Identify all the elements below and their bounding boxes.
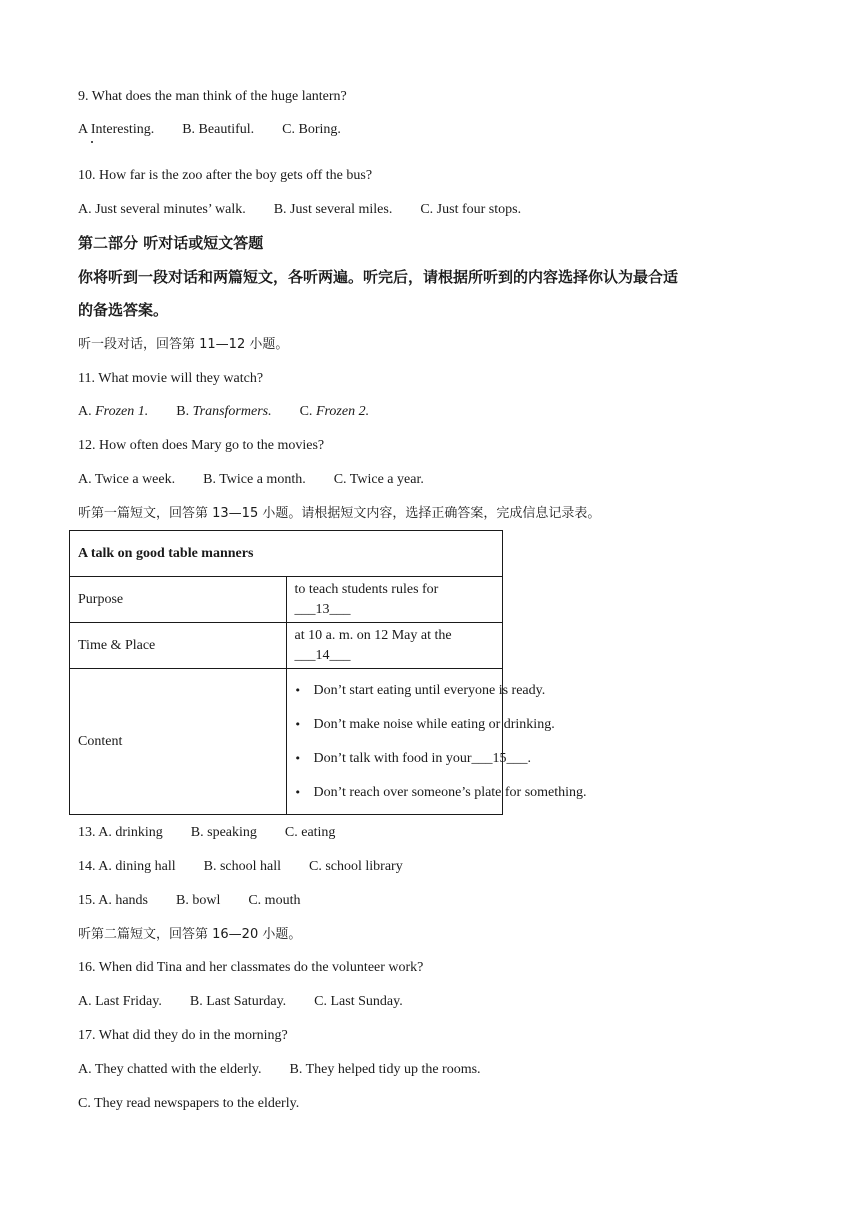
q10-option-c: C. Just four stops.	[420, 202, 522, 217]
question-11-options	[78, 402, 369, 422]
part2-instruction-line2: 的备选答案。	[78, 301, 169, 319]
question-12: 12. How often does Mary go to the movies?	[78, 438, 325, 453]
content-item-text: Don’t talk with food in your___15___.	[313, 750, 532, 766]
q13-option-a: 13. A. drinking	[78, 825, 163, 840]
q11-option-c	[300, 402, 370, 422]
q11-option-b	[176, 402, 271, 422]
content-item-text: Don’t start eating until everyone is ready.	[313, 682, 546, 698]
question-9-options	[78, 120, 341, 140]
q11-option-b-text: Transformers.	[192, 404, 272, 419]
q15-option-a: 15. A. hands	[78, 893, 148, 908]
table-content-list	[286, 669, 587, 815]
question-10-options	[78, 200, 521, 220]
bullet-icon: •	[294, 683, 301, 697]
part2-instruction-line1: 你将听到一段对话和两篇短文，各听两遍。听完后，请根据所听到的内容选择你认为最合适	[78, 268, 679, 286]
stray-dot-mark	[91, 141, 93, 143]
q14-option-a: 14. A. dining hall	[78, 859, 176, 874]
q12-option-a: A. Twice a week.	[78, 472, 176, 487]
q14-option-c: C. school library	[309, 859, 403, 874]
bullet-icon: •	[294, 717, 301, 731]
question-16-options	[78, 992, 403, 1012]
table-purpose-value: to teach students rules for ___13___	[286, 577, 503, 623]
question-11: 11. What movie will they watch?	[78, 371, 264, 386]
question-13-options	[78, 823, 335, 843]
part2-title: 第二部分 听对话或短文答题	[78, 234, 264, 252]
content-item	[294, 742, 532, 776]
bullet-icon: •	[294, 785, 301, 799]
q11-option-a	[78, 402, 148, 422]
question-9: 9. What does the man think of the huge lantern?	[78, 89, 347, 104]
info-record-table	[69, 530, 587, 815]
q12-option-c: C. Twice a year.	[333, 472, 424, 487]
q10-option-b: B. Just several miles.	[273, 202, 393, 217]
table-purpose-label: Purpose	[70, 577, 287, 623]
bullet-icon: •	[294, 751, 301, 765]
q16-option-c: C. Last Sunday.	[314, 994, 403, 1009]
question-17: 17. What did they do in the morning?	[78, 1028, 288, 1043]
q11-option-a-letter: A.	[78, 404, 96, 419]
q14-option-b: B. school hall	[203, 859, 282, 874]
q15-option-c: C. mouth	[248, 893, 301, 908]
passage2-intro: 听第二篇短文，回答第 16—20 小题。	[78, 927, 302, 942]
question-12-options	[78, 470, 424, 490]
q9-option-c: C. Boring.	[282, 122, 341, 137]
table-time-value: at 10 a. m. on 12 May at the ___14___	[286, 623, 503, 669]
content-item	[294, 776, 587, 810]
content-item	[294, 708, 555, 742]
content-item-text: Don’t reach over someone’s plate for something.	[313, 784, 587, 800]
q17-option-b: B. They helped tidy up the rooms.	[289, 1062, 481, 1077]
question-14-options	[78, 857, 403, 877]
question-16: 16. When did Tina and her classmates do the volunteer work?	[78, 960, 424, 975]
q15-option-b: B. bowl	[176, 893, 221, 908]
table-title: A talk on good table manners	[70, 531, 503, 577]
q16-option-b: B. Last Saturday.	[189, 994, 287, 1009]
question-15-options	[78, 891, 300, 911]
q11-option-b-letter: B.	[176, 404, 193, 419]
q10-option-a: A. Just several minutes’ walk.	[78, 202, 246, 217]
question-10: 10. How far is the zoo after the boy gets off the bus?	[78, 168, 373, 183]
q13-option-c: C. eating	[284, 825, 336, 840]
dialogue-intro: 听一段对话，回答第 11—12 小题。	[78, 337, 289, 352]
q12-option-b: B. Twice a month.	[203, 472, 306, 487]
q11-option-c-text: Frozen 2.	[315, 404, 370, 419]
content-item	[294, 674, 546, 708]
q17-option-a: A. They chatted with the elderly.	[78, 1062, 262, 1077]
question-17-options	[78, 1060, 481, 1080]
q16-option-a: A. Last Friday.	[78, 994, 162, 1009]
q11-option-c-letter: C.	[299, 404, 316, 419]
q13-option-b: B. speaking	[190, 825, 257, 840]
content-item-text: Don’t make noise while eating or drinking.	[313, 716, 555, 732]
q11-option-a-text: Frozen 1.	[95, 404, 149, 419]
passage1-intro: 听第一篇短文，回答第 13—15 小题。请根据短文内容，选择正确答案，完成信息记录表。	[78, 506, 601, 521]
q9-option-b: B. Beautiful.	[182, 122, 255, 137]
table-time-label: Time & Place	[70, 623, 287, 669]
q9-option-a: A Interesting.	[78, 122, 155, 137]
q17-option-c: C. They read newspapers to the elderly.	[78, 1096, 300, 1111]
table-content-label: Content	[70, 669, 287, 815]
